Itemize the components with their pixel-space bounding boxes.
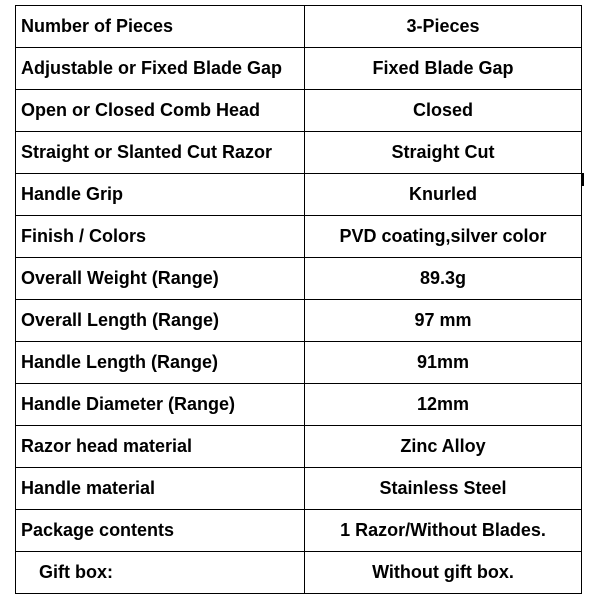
spec-value: 89.3g <box>305 258 582 300</box>
spec-value: 12mm <box>305 384 582 426</box>
spec-label: Package contents <box>16 510 305 552</box>
spec-label: Handle Grip <box>16 174 305 216</box>
spec-label: Adjustable or Fixed Blade Gap <box>16 48 305 90</box>
table-row <box>16 468 582 510</box>
table-row <box>16 426 582 468</box>
table-row <box>16 342 582 384</box>
spec-value: Without gift box. <box>305 552 582 594</box>
table-row <box>16 552 582 594</box>
table-row <box>16 48 582 90</box>
spec-value: 97 mm <box>305 300 582 342</box>
table-row <box>16 132 582 174</box>
spec-value: Zinc Alloy <box>305 426 582 468</box>
spec-label: Handle Diameter (Range) <box>16 384 305 426</box>
table-row <box>16 510 582 552</box>
table-row <box>16 90 582 132</box>
spec-value: Knurled <box>305 174 582 216</box>
edge-tick-mark <box>582 173 584 186</box>
spec-label: Overall Weight (Range) <box>16 258 305 300</box>
spec-value: 1 Razor/Without Blades. <box>305 510 582 552</box>
spec-value: 3-Pieces <box>305 6 582 48</box>
table-row <box>16 216 582 258</box>
spec-label: Open or Closed Comb Head <box>16 90 305 132</box>
table-row <box>16 384 582 426</box>
table-row <box>16 6 582 48</box>
spec-value: 91mm <box>305 342 582 384</box>
table-row <box>16 258 582 300</box>
spec-value: Fixed Blade Gap <box>305 48 582 90</box>
spec-label: Handle material <box>16 468 305 510</box>
table-row <box>16 174 582 216</box>
spec-value: PVD coating,silver color <box>305 216 582 258</box>
spec-label: Razor head material <box>16 426 305 468</box>
spec-label: Finish / Colors <box>16 216 305 258</box>
spec-label: Overall Length (Range) <box>16 300 305 342</box>
spec-table <box>15 5 582 594</box>
spec-value: Closed <box>305 90 582 132</box>
spec-label: Gift box: <box>16 552 305 594</box>
spec-label: Straight or Slanted Cut Razor <box>16 132 305 174</box>
spec-value: Stainless Steel <box>305 468 582 510</box>
spec-label: Handle Length (Range) <box>16 342 305 384</box>
spec-value: Straight Cut <box>305 132 582 174</box>
spec-label: Number of Pieces <box>16 6 305 48</box>
table-row <box>16 300 582 342</box>
